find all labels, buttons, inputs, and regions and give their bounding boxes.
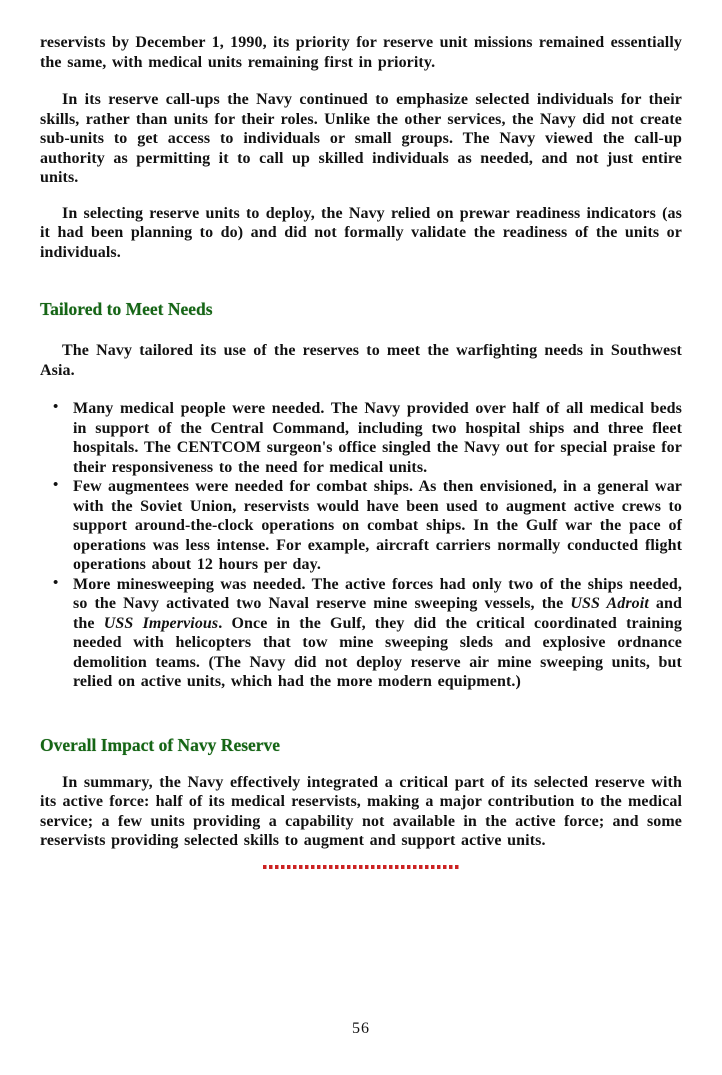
bullet-text: . Once in the Gulf, they did the critical coordinated training needed with helicopters that tow mine sweeping sleds and explosive ordnance demolition teams. (The Navy did not deploy reserve air mine sweeping units, but relied on active units, which had the more modern equipment.)	[73, 614, 682, 690]
paragraph-tailored-intro: The Navy tailored its use of the reserves to meet the warfighting needs in Southwest Asia.	[40, 342, 682, 379]
bullet-text: Few augmentees were needed for combat ships. As then envisioned, in a general war with the Soviet Union, reservists would have been used to augment active crews to support around-the-clock operations on combat ships. In the Gulf war the pace of operations was less intense. For example, aircraft carriers normally conducted flight operations about 12 hours per day.	[73, 478, 682, 573]
bullet-icon: •	[53, 574, 59, 591]
section-heading-tailored: Tailored to Meet Needs	[40, 299, 213, 319]
paragraph-summary: In summary, the Navy effectively integrated a critical part of its selected reserve with its active force: half of its medical reservists, making a major contribution to the medical service; a few units providing a capability not available in the active force; and some reservists providing selected skills to augment and support active units.	[40, 773, 682, 849]
bullet-list	[40, 399, 682, 692]
bullet-item-medical	[40, 399, 682, 477]
bullet-text: Many medical people were needed. The Navy provided over half of all medical beds in support of the Central Command, including two hospital ships and three fleet hospitals. The CENTCOM surgeon's office singled the Navy out for special praise for their responsiveness to the need for medical units.	[73, 400, 682, 476]
bullet-item-minesweeping	[40, 575, 682, 692]
section-heading-overall-impact: Overall Impact of Navy Reserve	[40, 734, 281, 755]
bullet-item-augmentees	[40, 477, 682, 575]
paragraph-continuation: reservists by December 1, 1990, its priority for reserve unit missions remained essentially the same, with medical units remaining first in priority.	[40, 34, 682, 71]
paragraph-selecting-units: In selecting reserve units to deploy, the Navy relied on prewar readiness indicators (as it had been planning to do) and did not formally validate the readiness of the units or individuals.	[40, 204, 682, 261]
bullet-text: and the	[73, 595, 683, 632]
page-number: 56	[352, 1020, 370, 1037]
bullet-icon: •	[53, 477, 59, 493]
paragraph-reserve-callups: In its reserve call-ups the Navy continued to emphasize selected individuals for their skills, rather than units for their roles. Unlike the other services, the Navy did not create sub-units to get access to individuals or small groups. The Navy viewed the call-up authority as permitting it to call up skilled individuals as needed, and not just entire units.	[40, 91, 682, 186]
bullet-text: More minesweeping was needed. The active forces had only two of the ships needed, so the Navy activated two Naval reserve mine sweeping vessels, the	[73, 575, 682, 612]
bullet-icon: •	[53, 399, 59, 415]
dashed-divider	[263, 865, 460, 869]
ship-name-adroit: USS Adroit	[570, 595, 649, 612]
ship-name-impervious: USS Impervious	[103, 614, 219, 632]
